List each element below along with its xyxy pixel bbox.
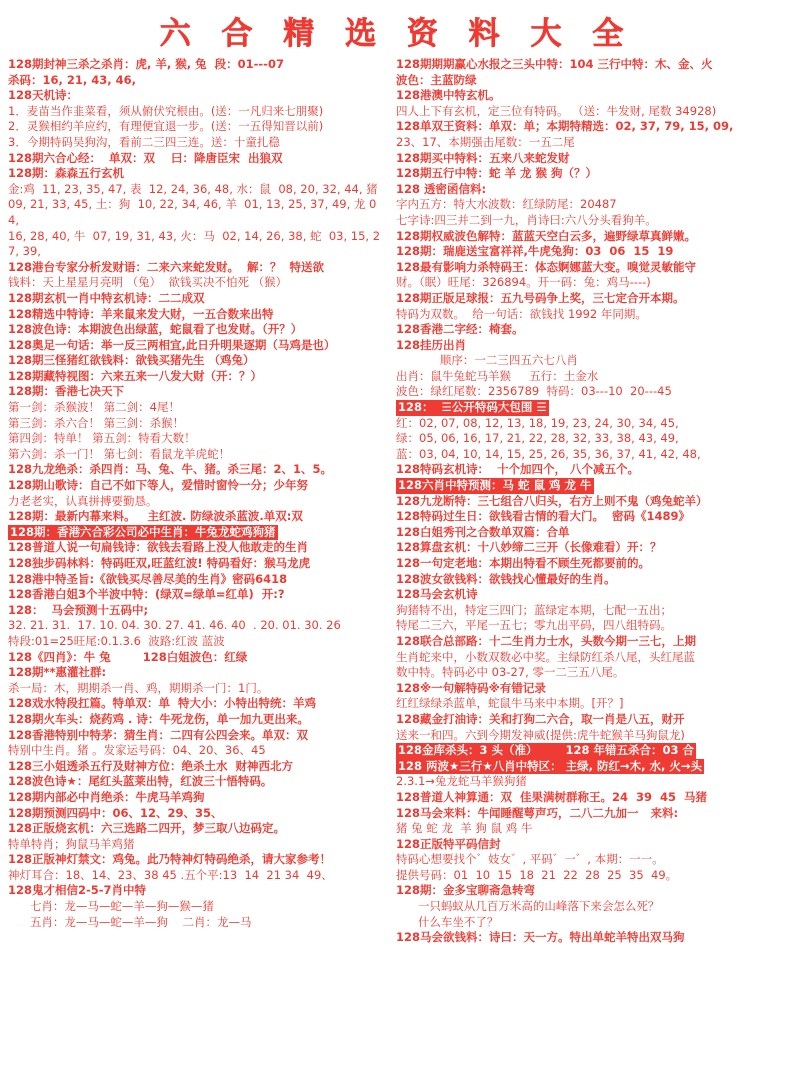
text-line: 第一剑：杀猴波！ 第二剑：4尾！ xyxy=(8,400,180,415)
highlighted-text: 128 两波★三行★八肖中特区： 主绿, 防红→木, 水, 火→头 xyxy=(398,758,703,773)
text-line: 128波色诗：本期波色出绿蓝，蛇鼠看了也发财。（开？） xyxy=(8,322,303,337)
text-line: 字内五方：特大水波数：红绿防尾：20487 xyxy=(396,197,617,212)
text-line: 特尾二三六，平尾一五七；零九出平码，四八组特码。 xyxy=(396,618,672,633)
text-line: 128期三怪猪红欲钱料：欲钱买猪先生 （鸡兔） xyxy=(8,353,255,368)
text-line: 绿：05, 06, 16, 17, 21, 22, 28, 32, 33, 38, 43, 49, xyxy=(396,431,679,446)
text-line: 力老老实，认真拼搏要勤恳。 xyxy=(8,493,158,508)
text-line: 128正版特平码信封 xyxy=(396,836,501,851)
text-line: 128期六合心经： 单双：双 曰：降唐臣宋 出狼双 xyxy=(8,150,283,165)
text-line: 128： 马会预测十五码中; xyxy=(8,602,149,617)
text-line: 128期买中特料：五来八来蛇发财 xyxy=(396,150,570,165)
text-line: 128期正版足球报：五九号码争上奖，三七定合开本期。 xyxy=(396,290,685,305)
text-line: 特码为双数。 给一句话：欲钱找 1992 年同期。 xyxy=(396,306,647,321)
text-line: 神灯耳合：18、14、23、38 45 .五个平:13 14 21 34 49、 xyxy=(8,867,333,882)
text-line: 什么车坐不了？ xyxy=(396,914,499,929)
right-column xyxy=(396,57,774,946)
text-line: 第四剑：特单！ 第五剑：特看大数！ xyxy=(8,431,196,446)
text-line: 09, 21, 33, 45, 土：狗 10, 22, 34, 46, 羊 01, 13, 25, 37, 49, 龙 04, xyxy=(8,197,377,227)
text-line xyxy=(396,743,774,759)
text-line: 顺序：一二三四五六七八肖 xyxy=(396,353,578,368)
text-line: 蓝：03, 04, 10, 14, 15, 25, 26, 35, 36, 37, 41, 42, 48, xyxy=(396,446,701,461)
text-line: 128正版烧玄机：六三选路二四开，梦三取八边码定。 xyxy=(8,821,286,836)
text-line xyxy=(396,759,774,775)
text-line: 128马会玄机诗 xyxy=(396,587,478,602)
content-columns xyxy=(8,57,785,946)
text-line: 四人上下有玄机，定三位有特码。 （送：牛发财, 尾数 34928) xyxy=(396,103,717,118)
text-line: 128单双王资料：单双：单；本期特精选：02, 37, 79, 15, 09, xyxy=(396,119,734,134)
text-line: 128期预测四码中：06、12、29、35、 xyxy=(8,805,223,820)
text-line: 128《四肖》：牛 兔 128白姐波色：红绿 xyxy=(8,649,248,664)
text-line: 杀一局：木，期期杀一肖、鸡，期期杀一门：1门。 xyxy=(8,680,269,695)
text-line: 波色：绿红尾数：2356789 特码：03---10 20---45 xyxy=(396,384,672,399)
text-line: 特码心想要找个゛妓女゛, 平码゛一゛, 本期：一一。 xyxy=(396,852,664,867)
highlighted-text: 128： ☰公开特码大包围 ☰ xyxy=(398,400,547,415)
text-line: 128特码玄机诗： 十个加四个， 八个减五个。 xyxy=(396,462,640,477)
text-line: 红：02, 07, 08, 12, 13, 18, 19, 23, 24, 30, 34, 45, xyxy=(396,415,679,430)
text-line: 2.3.1→兔龙蛇马羊猴狗猪 xyxy=(396,774,527,789)
text-line: 128挂历出肖 xyxy=(396,337,467,352)
text-line: 钱料：天上星星月亮明 （兔） 欲钱买决不怕死 （猴） xyxy=(8,275,288,290)
text-line: 2．灵猴相约羊应约，有理便宜退一步。(送：一五得知晋以前) xyxy=(8,119,324,134)
text-line: 128期：香港七决天下 xyxy=(8,384,125,399)
text-line: 128期山歌诗：自己不如下等人，爱惜时窗怜一分；少年努 xyxy=(8,478,309,493)
text-line: 数中特。特码必中 03-27, 零一二三五八尾。 xyxy=(396,665,625,680)
text-line: 128※一句解特码※有错记录 xyxy=(396,680,546,695)
text-line: 出肖：鼠牛兔蛇马羊猴 五行：土金水 xyxy=(396,368,599,383)
text-line: 128三小姐透杀五行及财神方位：绝杀土水 财神西北方 xyxy=(8,758,294,773)
page-title: 六 合 精 选 资 料 大 全 xyxy=(159,16,634,52)
text-line: 128九龙断特：三七组合八归头，右方上则不鬼（鸡兔蛇羊） xyxy=(396,493,708,508)
text-line: 128期：瑞鹿送宝富祥祥,牛虎兔狗：03 06 15 19 xyxy=(396,244,674,259)
text-line: 128期权威波色解特：蓝蓝天空白云多，遍野绿草真鲜嫩。 xyxy=(396,228,697,243)
text-line: 特别中生肖。猪 。发家运号码：04、20、36、45 xyxy=(8,743,266,758)
text-line: 128期玄机一肖中特玄机诗：二二成双 xyxy=(8,290,205,305)
text-line: 128藏金打油诗：关和打狗二六合，取一肖是八五，财开 xyxy=(396,711,685,726)
text-line: 128香港特别中特茅：猜生肖：二四有公四会来。单双：双 xyxy=(8,727,309,742)
text-line: 128鬼才相信2-5-7肖中特 xyxy=(8,883,147,898)
text-line: 3．今期特码吴狗沟，看前二三四三连。送：十童扎稳 xyxy=(8,134,280,149)
text-line: 128马会来料：牛闻睡醒萼声巧，二八二九加一 来料: xyxy=(396,805,679,820)
text-line: 128 透密函信料: xyxy=(396,181,487,196)
text-line: 金:鸡 11, 23, 35, 47, 表 12, 24, 36, 48, 水：鼠 08, 20, 32, 44, 猪 xyxy=(8,181,378,196)
text-line: 128独步码林料：特码旺双,旺蓝红波! 特码看好：猴马龙虎 xyxy=(8,556,311,570)
text-line: 五肖：龙—马—蛇—羊—狗 二肖：龙—马 xyxy=(8,914,252,929)
highlighted-text: 128金库杀头：3 头（准） 128 年错五杀合：03 合 xyxy=(398,743,695,758)
text-line: 128最有影响力杀特码王：体态婀娜蓝大变。嗅觉灵敏能守 xyxy=(396,259,697,274)
text-line: 128期：森森五行玄机 xyxy=(8,166,125,181)
highlighted-text: 128期：香港六合彩公司必中生肖：牛兔龙蛇鸡狗猪 xyxy=(10,524,276,539)
text-line: 128期内部必中肖绝杀：牛虎马羊鸡狗 xyxy=(8,789,205,804)
text-line: 第六剑：杀一门！ 第七剑：看鼠龙羊虎蛇！ xyxy=(8,446,231,461)
text-line: 128算盘玄机：十八妙缔二三开（长像难看）开：？ xyxy=(396,540,662,555)
text-line: 送来一和四。六到今期发神威(提供:虎牛蛇猴羊马狗鼠龙) xyxy=(396,727,685,742)
text-line: 特单特肖；狗鼠马羊鸡猪 xyxy=(8,836,135,851)
text-line: 1．麦苗当作韭菜看，须从俯伏究根由。(送：一凡归来七朋聚) xyxy=(8,103,324,118)
text-line: 七字诗:四三并二到一九，肖诗曰:六八分头看狗羊。 xyxy=(396,212,657,227)
text-line: 128联合总部路：十二生肖力士水，头数今期一三七，上期 xyxy=(396,633,697,648)
text-line: 128期：金多宝聊斋急转弯 xyxy=(396,883,536,898)
text-line: 128白姐秀刊之合数单双篇：合单 xyxy=(396,524,570,539)
text-line: 128波女欲钱料：欲钱找心懂最好的生肖。 xyxy=(396,571,616,586)
text-line: 128期藏特视图：六来五来一八发大财（开：？） xyxy=(8,368,263,383)
text-line: 128天机诗： xyxy=(8,88,79,103)
text-line xyxy=(396,478,774,494)
text-line: 128一句定老地：本期出特看不顾生死都要前的。 xyxy=(396,556,651,570)
text-line: 128期期期赢心水报之三头中特：104 三行中特：木、金、火 xyxy=(396,57,713,71)
text-line: 128香港二字经：椅套。 xyxy=(396,322,524,337)
text-line: 128马会欲钱料：诗曰：天一方。特出单蛇羊特出双马狗 xyxy=(396,930,685,945)
text-line: 提供号码：01 10 15 18 21 22 28 25 35 49。 xyxy=(396,867,678,882)
text-line: 128港澳中特玄机。 xyxy=(396,88,501,103)
text-line: 23、17、本期强击尾数：一五二尾 xyxy=(396,134,575,149)
text-line: 128奥足一句话：举一反三两相宜,此日升明果逐期（马鸡是也） xyxy=(8,337,336,352)
text-line: 128期**惠灌社群: xyxy=(8,665,107,680)
text-line xyxy=(396,400,774,416)
text-line: 生肖蛇来中，小数双数必中奖。主绿防红杀八尾，头红尾蓝 xyxy=(396,649,695,664)
text-line: 财。（眠）旺尾：326894。开一码：兔：鸡马----) xyxy=(396,275,651,290)
text-line: 128港中特圣旨:《欲钱买尽善尽美的生肖》密码6418 xyxy=(8,571,288,586)
text-line: 128期：最新内幕来料。 主红波. 防绿波杀蓝波.单双:双 xyxy=(8,509,303,524)
text-line: 128香港白姐3个半波中特：(绿双=绿单=红单) 开:? xyxy=(8,587,285,602)
text-line: 特段:01=25旺尾:0.1.3.6 波路:红波 蓝波 xyxy=(8,633,225,648)
text-line: 一只蚂蚁从几百万米高的山峰落下来会怎么死？ xyxy=(396,899,660,914)
text-line: 波色：主蓝防绿 xyxy=(396,72,477,87)
text-line: 32. 21. 31. 17. 10. 04. 30. 27. 41. 46. 40 . 20. 01. 30. 26 xyxy=(8,618,341,633)
text-line: 16, 28, 40, 牛 07, 19, 31, 43, 火：马 02, 14, 26, 38, 蛇 03, 15, 27, 39, xyxy=(8,228,381,259)
text-line: 128普道人说一句扁钱诗：欲钱去看路上没人他敢走的生肖 xyxy=(8,540,309,555)
text-line: 狗猪特不出，特定三四门；蓝绿定本期，七配一五出； xyxy=(396,602,672,617)
text-line: 杀码：16, 21, 43, 46, xyxy=(8,72,136,87)
text-line: 128波色诗★：尾红头蓝莱出特，红波三十悟特码。 xyxy=(8,774,273,789)
text-line: 128期封神三杀之杀肖：虎, 羊, 猴, 兔 段：01---07 xyxy=(8,57,284,71)
text-line: 128精选中特诗：羊来鼠来发大财，一五合数来出特 xyxy=(8,306,274,321)
text-line xyxy=(8,525,386,541)
text-line: 七肖：龙—马—蛇—羊—狗—猴—猪 xyxy=(8,899,214,914)
text-line: 猪 兔 蛇 龙 羊 狗 鼠 鸡 牛 xyxy=(396,821,533,836)
text-line: 128期五行中特：蛇 羊 龙 猴 狗（？） xyxy=(396,166,598,181)
text-line: 128港台专家分析发财语：二来六来蛇发财。 解：？ 特送欲 xyxy=(8,259,325,274)
text-line: 128正版神灯禁文：鸡兔。此乃特神灯特码绝杀，请大家参考！ xyxy=(8,852,332,867)
text-line: 128九龙绝杀：杀四肖：马、兔、牛、猪。杀三尾：2、1、5。 xyxy=(8,462,333,477)
highlighted-text: 128六肖中特预测：马 蛇 鼠 鸡 龙 牛 xyxy=(398,478,592,493)
text-line: 128期火车头：烧药鸡 . 诗：牛死龙伤，单一加九更出来。 xyxy=(8,711,309,726)
text-line: 第三剑：杀六合！ 第三剑：杀猴！ xyxy=(8,415,185,430)
text-line: 128特码过生日：欲钱看古情的看大门。 密码《1489》 xyxy=(396,509,691,524)
text-line: 128普道人神算通：双 佳果满树群称王。24 39 45 马猪 xyxy=(396,789,708,804)
left-column xyxy=(8,57,386,930)
text-line: 128戏水特段扛篇。特单双：单 特大小：小特出特统：羊鸡 xyxy=(8,696,317,711)
text-line: 红红绿绿杀蓝单，蛇鼠牛马来中本期。[开？] xyxy=(396,696,624,711)
